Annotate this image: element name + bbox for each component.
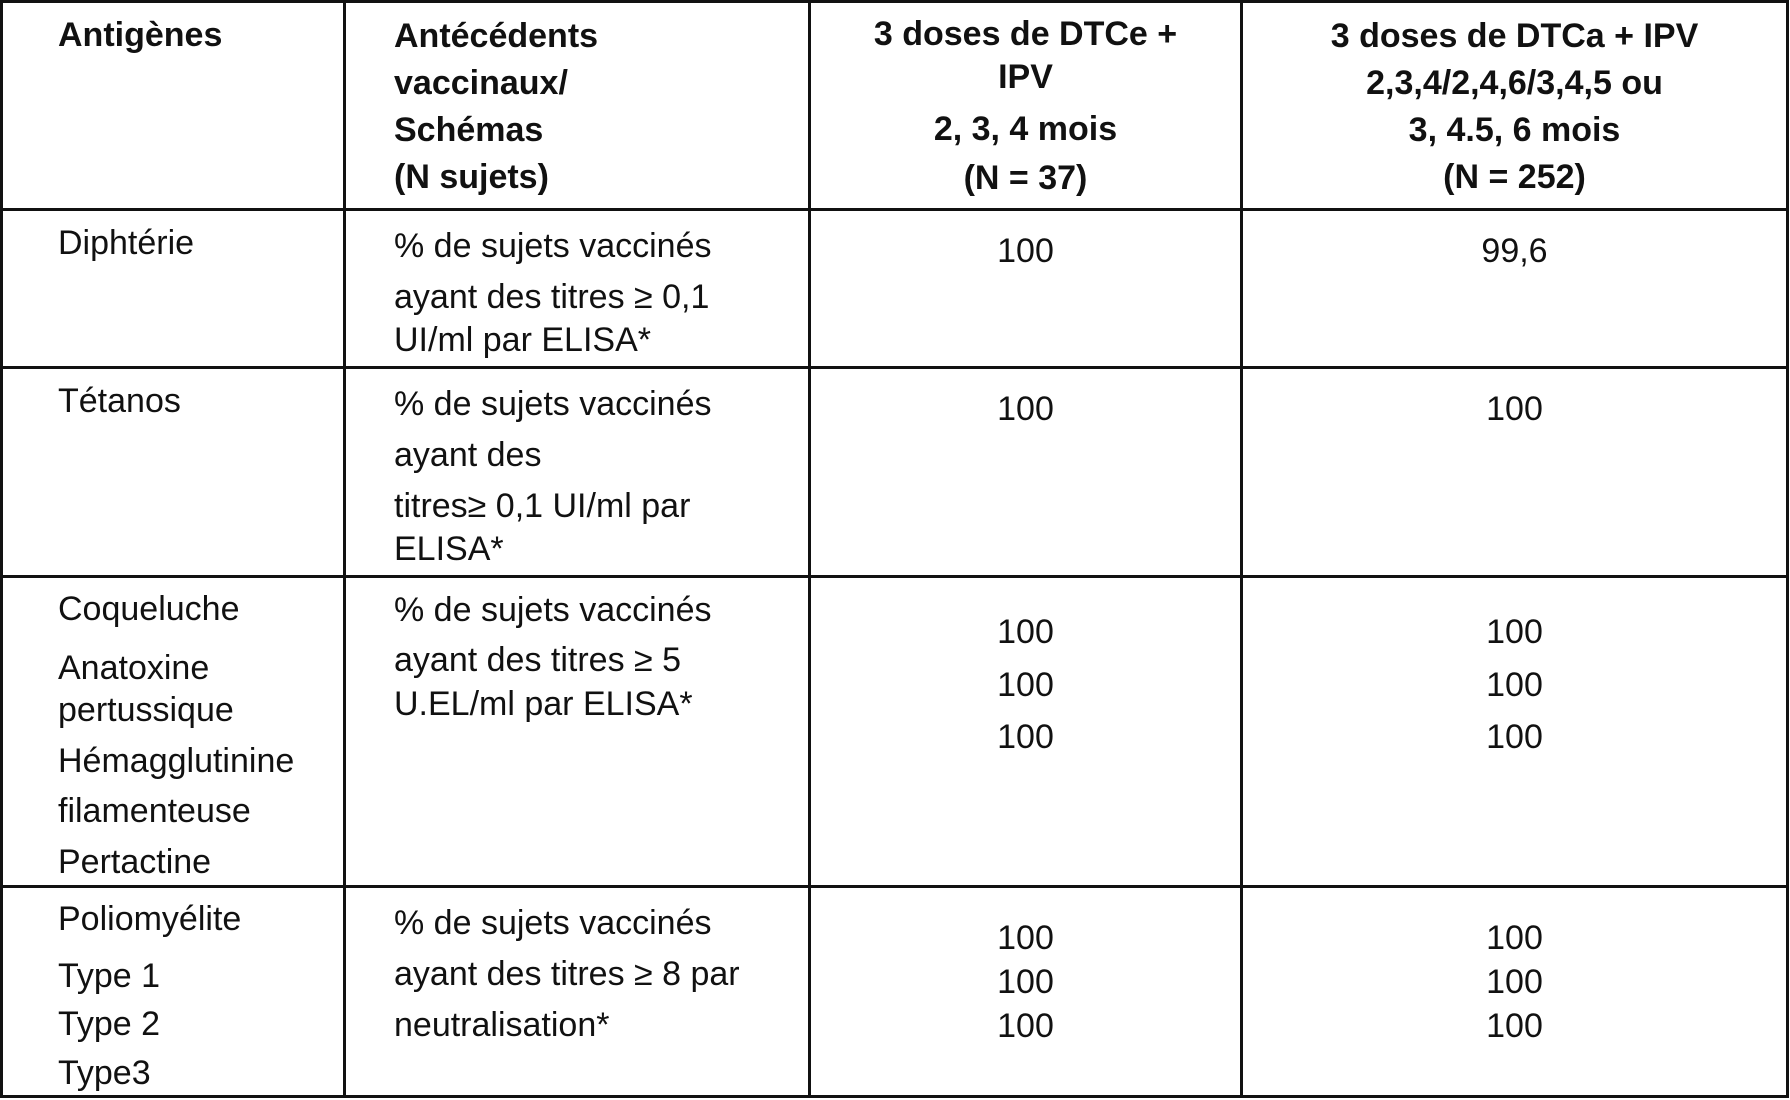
antigen-label: Type 2 (58, 1005, 161, 1043)
antigen-label: Poliomyélite (58, 900, 242, 938)
criteria-cell (345, 887, 810, 1097)
dtca-value: 100 (1486, 390, 1543, 428)
criteria-line: UI/ml par ELISA* (394, 321, 651, 359)
antigen-label: Diphtérie (58, 224, 195, 262)
dtce-value-cell (810, 887, 1242, 1097)
criteria-line: % de sujets vaccinés (394, 227, 712, 265)
header-antigenes (2, 2, 345, 210)
dtce-value: 100 (997, 390, 1054, 428)
dtca-value: 100 (1486, 718, 1543, 757)
criteria-cell (345, 210, 810, 368)
antigen-cell (2, 577, 345, 887)
criteria-line: ayant des (394, 436, 542, 474)
criteria-cell (345, 368, 810, 577)
header-dtca-line: (N = 252) (1443, 157, 1586, 196)
header-dtca (1242, 2, 1788, 210)
dtce-value: 100 (997, 665, 1054, 704)
dtca-value-cell (1242, 368, 1788, 577)
dtce-value: 100 (997, 718, 1054, 757)
table-row (2, 887, 1788, 1097)
dtce-value: 100 (997, 963, 1054, 1002)
table-row (2, 210, 1788, 368)
header-dtce-line: 2, 3, 4 mois (933, 110, 1118, 148)
dtce-value-cell (810, 210, 1242, 368)
dtca-value: 100 (1486, 963, 1543, 1002)
criteria-line: ayant des titres ≥ 5 (394, 641, 682, 680)
antigen-label: Pertactine (58, 842, 212, 881)
antigen-label: Tétanos (58, 382, 181, 420)
header-dtce (810, 2, 1242, 210)
antigen-label: Type 1 (58, 956, 161, 995)
dtca-value: 100 (1486, 1007, 1543, 1046)
antigen-label: pertussique (58, 691, 234, 729)
dtce-value: 100 (997, 613, 1054, 651)
header-dtce-line: 3 doses de DTCe + (873, 15, 1178, 53)
dtca-value: 100 (1486, 919, 1543, 957)
dtca-value-cell (1242, 210, 1788, 368)
criteria-line: ayant des titres ≥ 0,1 (394, 278, 710, 316)
dtce-value-cell (810, 368, 1242, 577)
criteria-line: neutralisation* (394, 1006, 610, 1044)
dtca-value: 99,6 (1481, 232, 1548, 270)
antigen-label: Anatoxine (58, 648, 210, 687)
table-row (2, 368, 1788, 577)
dtca-value-cell (1242, 887, 1788, 1097)
header-antecedents-line: (N sujets) (394, 157, 549, 196)
antigen-cell (2, 210, 345, 368)
criteria-line: titres≥ 0,1 UI/ml par (394, 487, 691, 525)
dtce-value: 100 (997, 919, 1054, 957)
header-dtca-line: 2,3,4/2,4,6/3,4,5 ou (1366, 63, 1663, 102)
antigen-label: filamenteuse (58, 792, 251, 830)
antigen-label: Hémagglutinine (58, 741, 295, 780)
antigen-label: Type3 (58, 1053, 151, 1092)
header-antigenes-label: Antigènes (58, 16, 223, 54)
criteria-line: U.EL/ml par ELISA* (394, 685, 693, 724)
criteria-line: % de sujets vaccinés (394, 904, 712, 942)
criteria-line: % de sujets vaccinés (394, 385, 712, 423)
header-antecedents-line: vaccinaux/ (394, 63, 568, 102)
dtce-value-cell (810, 577, 1242, 887)
header-antecedents (345, 2, 810, 210)
dtca-value: 100 (1486, 665, 1543, 704)
criteria-line: ELISA* (394, 530, 504, 568)
criteria-line: % de sujets vaccinés (394, 591, 712, 629)
header-dtce-line: IPV (998, 57, 1053, 96)
criteria-cell (345, 577, 810, 887)
antigen-cell (2, 887, 345, 1097)
dtce-value: 100 (997, 232, 1054, 270)
header-dtca-line: 3, 4.5, 6 mois (1408, 110, 1621, 149)
dtce-value: 100 (997, 1007, 1054, 1046)
header-dtca-line: 3 doses de DTCa + IPV (1330, 17, 1699, 55)
dtca-value: 100 (1486, 613, 1543, 651)
table-row (2, 577, 1788, 887)
criteria-line: ayant des titres ≥ 8 par (394, 955, 740, 993)
antigen-label: Coqueluche (58, 590, 240, 628)
header-antecedents-line: Schémas (394, 110, 544, 149)
header-row (2, 2, 1788, 210)
antigen-cell (2, 368, 345, 577)
header-antecedents-line: Antécédents (394, 17, 599, 55)
header-dtce-line: (N = 37) (963, 158, 1088, 197)
dtca-value-cell (1242, 577, 1788, 887)
